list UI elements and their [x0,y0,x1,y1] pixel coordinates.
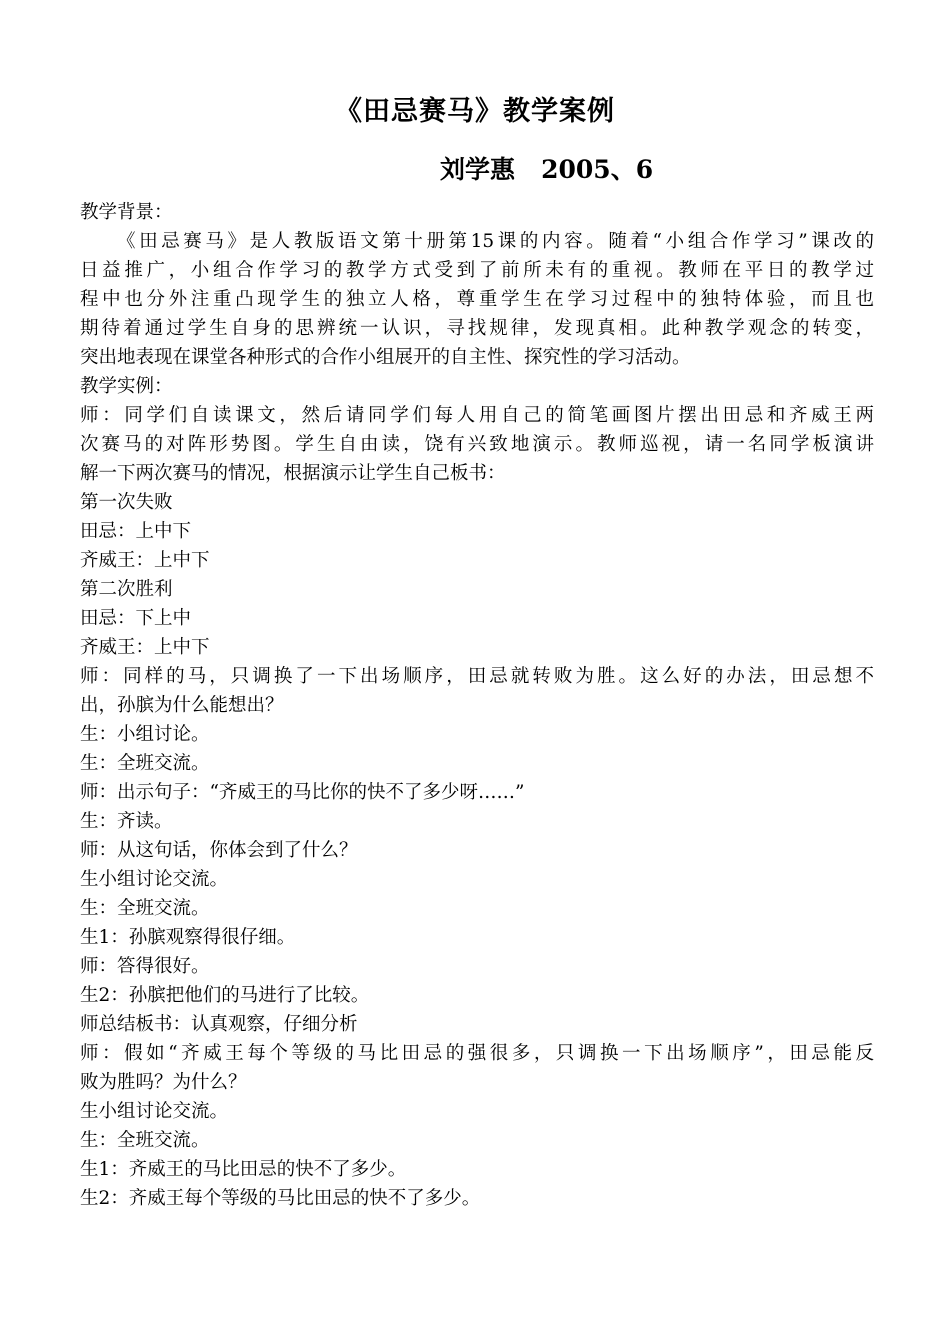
section-heading-example: 教学实例： [80,376,173,397]
board-line: 齐威王：上中下 [80,550,210,571]
paragraph-line: 日益推广，小组合作学习的教学方式受到了前所未有的重视。教师在平日的教学过 [80,260,874,281]
paragraph-line: 期待着通过学生自身的思辨统一认识，寻找规律，发现真相。此种教学观念的转变， [80,318,874,339]
document-body [80,198,874,1213]
dialogue-line: 生1：孙膑观察得很仔细。 [80,927,296,948]
dialogue-line: 生小组讨论交流。 [80,869,229,890]
board-line: 田忌：下上中 [80,608,192,629]
dialogue-line: 师：从这句话，你体会到了什么？ [80,840,358,861]
dialogue-line: 师：出示句子：“齐威王的马比你的快不了多少呀……” [80,782,525,803]
author-date-line: 刘学惠 2005、6 [440,155,654,184]
board-line: 田忌：上中下 [80,521,192,542]
dialogue-line: 师：答得很好。 [80,956,210,977]
paragraph-line: 《田忌赛马》是人教版语文第十册第15课的内容。随着“小组合作学习”课改的 [117,231,874,252]
dialogue-line: 师：假如“齐威王每个等级的马比田忌的强很多，只调换一下出场顺序”，田忌能反 [80,1043,874,1064]
dialogue-line: 生小组讨论交流。 [80,1101,229,1122]
section-heading-background: 教学背景： [80,202,173,223]
paragraph-line: 突出地表现在课堂各种形式的合作小组展开的自主性、探究性的学习活动。 [80,347,691,368]
dialogue-line: 生：全班交流。 [80,753,210,774]
paragraph-line: 程中也分外注重凸现学生的独立人格，尊重学生在学习过程中的独特体验，而且也 [80,289,874,310]
dialogue-line: 生2：齐威王每个等级的马比田忌的快不了多少。 [80,1188,481,1209]
dialogue-line: 败为胜吗？为什么？ [80,1072,247,1093]
dialogue-line: 生：全班交流。 [80,1130,210,1151]
dialogue-line: 师总结板书：认真观察，仔细分析 [80,1014,358,1035]
dialogue-line: 生：小组讨论。 [80,724,210,745]
paragraph-line: 次赛马的对阵形势图。学生自由读，饶有兴致地演示。教师巡视，请一名同学板演讲 [80,434,874,455]
document-title: 《田忌赛马》教学案例 [335,96,615,127]
dialogue-line: 生：齐读。 [80,811,173,832]
dialogue-line: 生：全班交流。 [80,898,210,919]
paragraph-line: 解一下两次赛马的情况，根据演示让学生自己板书： [80,463,506,484]
board-line: 第二次胜利 [80,579,173,600]
dialogue-line: 师：同样的马，只调换了一下出场顺序，田忌就转败为胜。这么好的办法，田忌想不 [80,666,874,687]
board-line: 第一次失败 [80,492,173,513]
paragraph-line: 师：同学们自读课文，然后请同学们每人用自己的简笔画图片摆出田忌和齐威王两 [80,405,874,426]
dialogue-line: 生2：孙膑把他们的马进行了比较。 [80,985,370,1006]
dialogue-line: 生1：齐威王的马比田忌的快不了多少。 [80,1159,407,1180]
board-line: 齐威王：上中下 [80,637,210,658]
dialogue-line: 出，孙膑为什么能想出？ [80,695,284,716]
